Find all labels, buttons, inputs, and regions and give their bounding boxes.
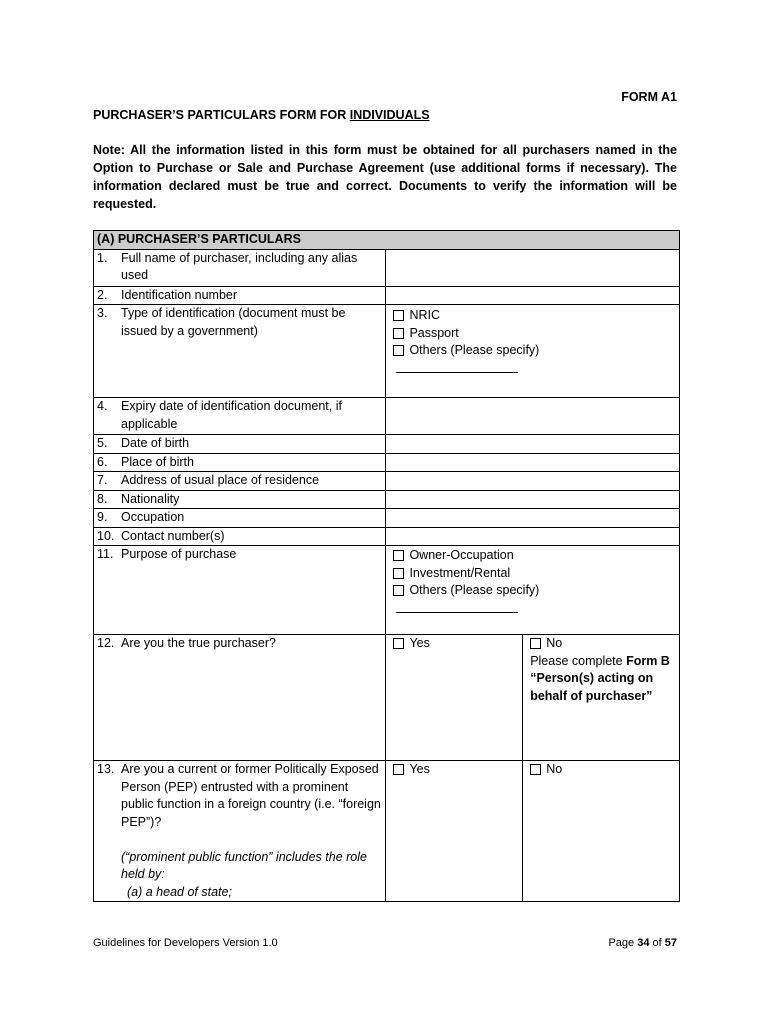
- question-7: 7. Address of usual place of residence: [94, 472, 386, 491]
- answer-field-11: [386, 546, 680, 635]
- particulars-table: [93, 230, 680, 902]
- answer-field-4[interactable]: [386, 398, 680, 435]
- answer-field-5[interactable]: [386, 435, 680, 454]
- question-4: 4. Expiry date of identification document, if applicable: [94, 398, 386, 435]
- answer-field-8[interactable]: [386, 490, 680, 509]
- option-others[interactable]: Others (Please specify): [389, 342, 676, 360]
- checkbox-icon[interactable]: [393, 345, 404, 356]
- q12-no-cell: [523, 635, 680, 761]
- answer-field-1[interactable]: [386, 249, 680, 286]
- question-12: 12. Are you the true purchaser?: [94, 635, 386, 761]
- form-b-note: Please complete Form B “Person(s) acting on behalf of purchaser”: [530, 653, 670, 703]
- question-11: 11. Purpose of purchase: [94, 546, 386, 635]
- checkbox-icon[interactable]: [393, 568, 404, 579]
- form-title: [93, 108, 430, 122]
- answer-field-10[interactable]: [386, 527, 680, 546]
- page-number: Page 34 of 57: [608, 937, 677, 949]
- pep-definition-item: (a) a head of state;: [127, 884, 232, 899]
- checkbox-icon[interactable]: [393, 310, 404, 321]
- question-8: 8. Nationality: [94, 490, 386, 509]
- form-id: FORM A1: [621, 90, 677, 104]
- checkbox-icon[interactable]: [393, 328, 404, 339]
- question-9: 9. Occupation: [94, 509, 386, 528]
- checkbox-icon[interactable]: [393, 764, 404, 775]
- specify-line[interactable]: [396, 600, 518, 613]
- option-yes[interactable]: Yes: [389, 761, 519, 779]
- answer-field-7[interactable]: [386, 472, 680, 491]
- form-title-prefix: PURCHASER’S PARTICULARS FORM FOR: [93, 108, 350, 122]
- option-investment-rental[interactable]: Investment/Rental: [389, 565, 676, 583]
- option-owner-occupation[interactable]: Owner-Occupation: [389, 547, 676, 565]
- form-title-underlined: INDIVIDUALS: [349, 108, 430, 122]
- checkbox-icon[interactable]: [393, 550, 404, 561]
- answer-field-3: [386, 305, 680, 398]
- answer-field-2[interactable]: [386, 286, 680, 305]
- question-10: 10. Contact number(s): [94, 527, 386, 546]
- checkbox-icon[interactable]: [393, 638, 404, 649]
- q13-yes-cell: [386, 761, 523, 902]
- option-others[interactable]: Others (Please specify): [389, 582, 676, 600]
- answer-field-9[interactable]: [386, 509, 680, 528]
- form-note: Note: All the information listed in this form must be obtained for all purchasers named in the Option to Purchase or Sale and Purchase Agreement (use additional forms if necessary). The information declared must be true and correct. Documents to verify the information will be requested.: [93, 143, 677, 211]
- option-passport[interactable]: Passport: [389, 325, 676, 343]
- checkbox-icon[interactable]: [393, 585, 404, 596]
- q12-yes-cell: [386, 635, 523, 761]
- question-2: 2. Identification number: [94, 286, 386, 305]
- specify-line[interactable]: [396, 360, 518, 373]
- question-5: 5. Date of birth: [94, 435, 386, 454]
- q13-no-cell: [523, 761, 680, 902]
- question-13: 13. Are you a current or former Politically Exposed Person (PEP) entrusted with a prominent public function in a foreign country (i.e. “foreign PEP”)? (“prominent public function” includes the role held by: (a) a head of state;: [94, 761, 386, 902]
- footer-version: Guidelines for Developers Version 1.0: [93, 937, 278, 949]
- option-no[interactable]: No: [526, 761, 676, 779]
- question-1: 1. Full name of purchaser, including any alias used: [94, 249, 386, 286]
- question-6: 6. Place of birth: [94, 453, 386, 472]
- checkbox-icon[interactable]: [530, 764, 541, 775]
- option-yes[interactable]: Yes: [389, 635, 519, 653]
- answer-field-6[interactable]: [386, 453, 680, 472]
- question-3: 3. Type of identification (document must be issued by a government): [94, 305, 386, 398]
- checkbox-icon[interactable]: [530, 638, 541, 649]
- option-nric[interactable]: NRIC: [389, 307, 676, 325]
- option-no[interactable]: No: [526, 635, 676, 653]
- section-heading: (A) PURCHASER’S PARTICULARS: [94, 231, 680, 250]
- pep-definition: (“prominent public function” includes the role held by:: [121, 849, 367, 881]
